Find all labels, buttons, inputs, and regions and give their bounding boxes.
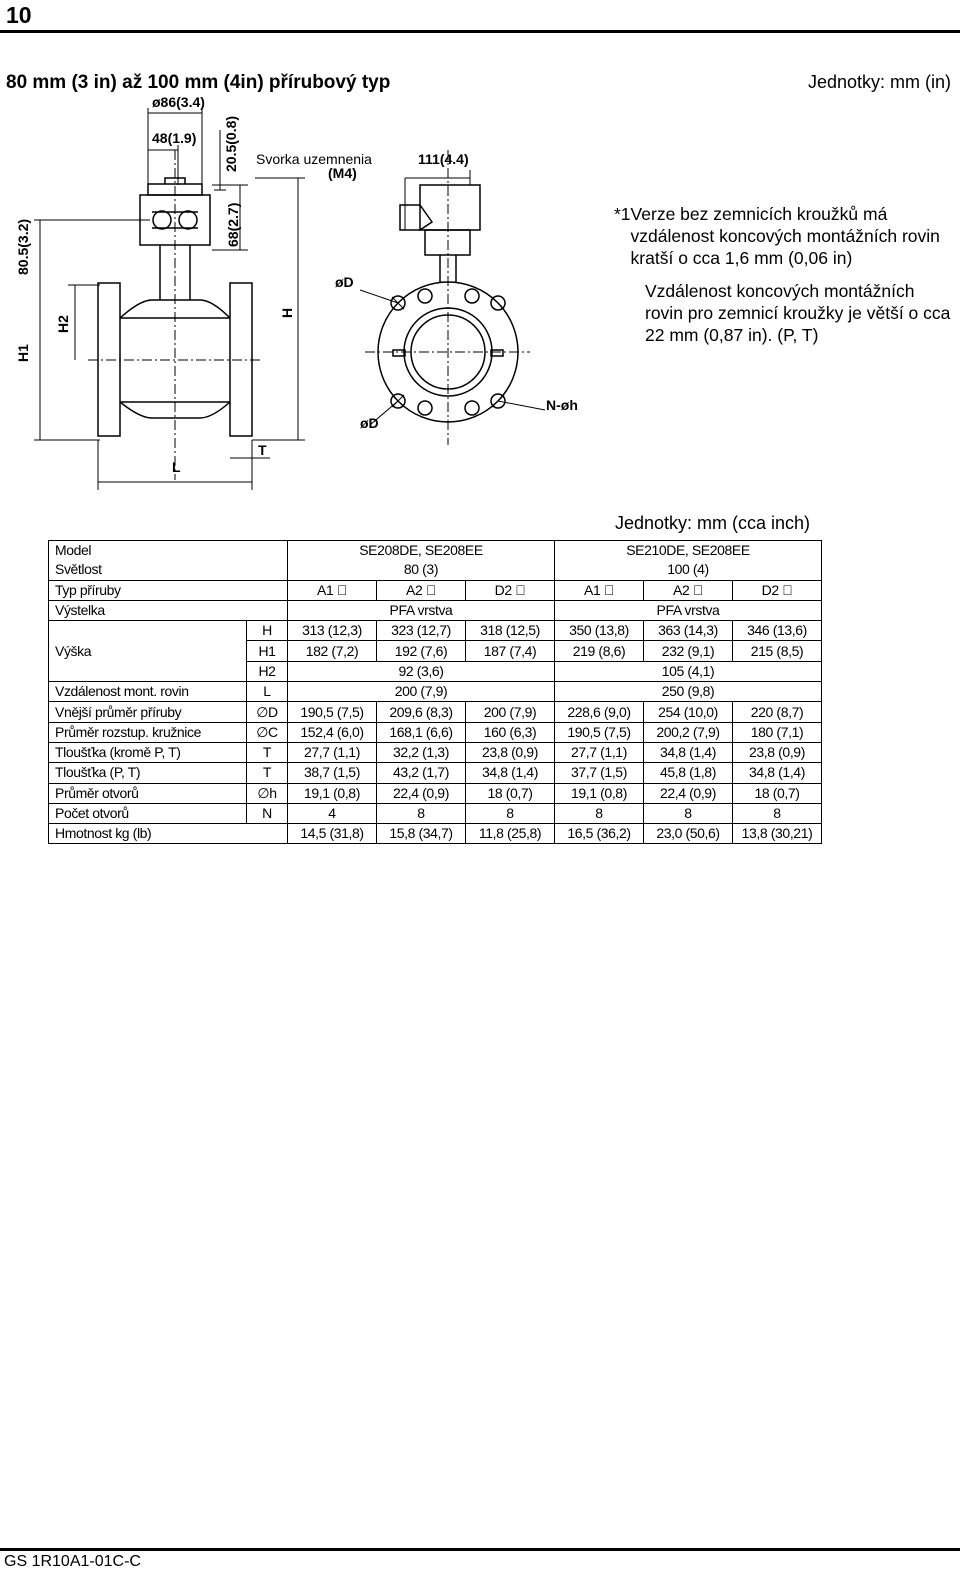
ground-clamp-label: Svorka uzemnenia bbox=[256, 151, 372, 167]
sym-t: T bbox=[247, 763, 288, 783]
cell: 16,5 (36,2) bbox=[555, 824, 644, 844]
note-line-2: Vzdálenost koncových montážních rovin pro zemnicí kroužky je větší o cca 22 mm (0,87 in). (P, T) bbox=[645, 281, 951, 345]
cell: 313 (12,3) bbox=[288, 621, 377, 641]
sym-h1: H1 bbox=[247, 641, 288, 661]
cell: 105 (4,1) bbox=[555, 661, 822, 681]
flange-type: A2 bbox=[377, 580, 466, 600]
row-label: Tloušťka (kromě P, T) bbox=[49, 742, 247, 762]
flange-type: D2 bbox=[733, 580, 822, 600]
cell: 215 (8,5) bbox=[733, 641, 822, 661]
cell: 15,8 (34,7) bbox=[377, 824, 466, 844]
cell: 32,2 (1,3) bbox=[377, 742, 466, 762]
sym-h2: H2 bbox=[247, 661, 288, 681]
table-row bbox=[49, 783, 822, 803]
cell: 192 (7,6) bbox=[377, 641, 466, 661]
cell: 8 bbox=[555, 803, 644, 823]
dim-111: 111(4.4) bbox=[418, 151, 469, 167]
cell: 200 (7,9) bbox=[466, 702, 555, 722]
label-l: L bbox=[172, 459, 181, 475]
sym-d: ∅D bbox=[247, 702, 288, 722]
cell: 27,7 (1,1) bbox=[555, 742, 644, 762]
ground-clamp-size: (M4) bbox=[328, 165, 357, 181]
row-label: Hmotnost kg (lb) bbox=[49, 824, 288, 844]
cell: 8 bbox=[466, 803, 555, 823]
cell: 187 (7,4) bbox=[466, 641, 555, 661]
table-row bbox=[49, 682, 822, 702]
cell: 254 (10,0) bbox=[644, 702, 733, 722]
cell: 168,1 (6,6) bbox=[377, 722, 466, 742]
cell: 363 (14,3) bbox=[644, 621, 733, 641]
note-line-1: Verze bez zemnicích kroužků má vzdálenost koncových montážních rovin kratší o cca 1,6 mm (0,06 in) bbox=[630, 204, 940, 268]
cell: 228,6 (9,0) bbox=[555, 702, 644, 722]
bore-100: 100 (4) bbox=[555, 560, 822, 580]
cell: 22,4 (0,9) bbox=[644, 783, 733, 803]
document-id: GS 1R10A1-01C-C bbox=[4, 1553, 141, 1570]
cell: 8 bbox=[733, 803, 822, 823]
lining-80: PFA vrstva bbox=[288, 600, 555, 620]
model-label: Model bbox=[49, 541, 288, 561]
sym-h-hole: ∅h bbox=[247, 783, 288, 803]
table-row bbox=[49, 803, 822, 823]
cell: 34,8 (1,4) bbox=[733, 763, 822, 783]
cell: 38,7 (1,5) bbox=[288, 763, 377, 783]
dim-205: 20.5(0.8) bbox=[223, 115, 239, 172]
cell: 350 (13,8) bbox=[555, 621, 644, 641]
row-label: Tloušťka (P, T) bbox=[49, 763, 247, 783]
sym-c: ∅C bbox=[247, 722, 288, 742]
cell: 34,8 (1,4) bbox=[644, 742, 733, 762]
row-label: Vnější průměr příruby bbox=[49, 702, 247, 722]
height-label: Výška bbox=[49, 621, 247, 682]
cell: 45,8 (1,8) bbox=[644, 763, 733, 783]
table-row bbox=[49, 824, 822, 844]
page-number: 10 bbox=[6, 2, 32, 28]
row-label: Průměr otvorů bbox=[49, 783, 247, 803]
cell: 22,4 (0,9) bbox=[377, 783, 466, 803]
label-h2: H2 bbox=[55, 315, 71, 333]
cell: 219 (8,6) bbox=[555, 641, 644, 661]
model-80: SE208DE, SE208EE bbox=[288, 541, 555, 561]
cell: 19,1 (0,8) bbox=[555, 783, 644, 803]
units-table: Jednotky: mm (cca inch) bbox=[615, 513, 811, 533]
cell: 200 (7,9) bbox=[288, 682, 555, 702]
flange-label: Typ příruby bbox=[49, 580, 288, 600]
cell: 13,8 (30,21) bbox=[733, 824, 822, 844]
row-label: Vzdálenost mont. rovin bbox=[49, 682, 247, 702]
table-row bbox=[49, 722, 822, 742]
cell: 209,6 (8,3) bbox=[377, 702, 466, 722]
cell: 23,0 (50,6) bbox=[644, 824, 733, 844]
sym-n: N bbox=[247, 803, 288, 823]
row-label: Průměr rozstup. kružnice bbox=[49, 722, 247, 742]
dim-d86: ø86(3.4) bbox=[152, 95, 205, 110]
cell: 160 (6,3) bbox=[466, 722, 555, 742]
cell: 92 (3,6) bbox=[288, 661, 555, 681]
flange-type: A1 bbox=[555, 580, 644, 600]
bottom-rule bbox=[0, 1548, 960, 1551]
cell: 152,4 (6,0) bbox=[288, 722, 377, 742]
cell: 11,8 (25,8) bbox=[466, 824, 555, 844]
dim-68: 68(2.7) bbox=[225, 202, 241, 247]
cell: 19,1 (0,8) bbox=[288, 783, 377, 803]
cell: 323 (12,7) bbox=[377, 621, 466, 641]
sym-l: L bbox=[247, 682, 288, 702]
flange-type: D2 bbox=[466, 580, 555, 600]
note bbox=[614, 203, 954, 346]
cell: 346 (13,6) bbox=[733, 621, 822, 641]
dimension-drawing bbox=[0, 95, 610, 490]
table-row bbox=[49, 702, 822, 722]
dim-48: 48(1.9) bbox=[152, 130, 197, 146]
section-title: 80 mm (3 in) až 100 mm (4in) přírubový typ bbox=[6, 72, 391, 93]
cell: 200,2 (7,9) bbox=[644, 722, 733, 742]
cell: 4 bbox=[288, 803, 377, 823]
cell: 23,8 (0,9) bbox=[733, 742, 822, 762]
label-h: H bbox=[279, 307, 295, 318]
cell: 220 (8,7) bbox=[733, 702, 822, 722]
flange-type: A2 bbox=[644, 580, 733, 600]
bore-80: 80 (3) bbox=[288, 560, 555, 580]
cell: 190,5 (7,5) bbox=[555, 722, 644, 742]
cell: 23,8 (0,9) bbox=[466, 742, 555, 762]
table-row bbox=[49, 560, 822, 580]
label-h1: H1 bbox=[15, 344, 31, 362]
dim-805: 80.5(3.2) bbox=[15, 218, 31, 275]
label-n-h: N-øh bbox=[546, 397, 578, 413]
cell: 14,5 (31,8) bbox=[288, 824, 377, 844]
flange-type: A1 bbox=[288, 580, 377, 600]
cell: 18 (0,7) bbox=[733, 783, 822, 803]
row-label: Počet otvorů bbox=[49, 803, 247, 823]
table-row bbox=[49, 621, 822, 641]
cell: 318 (12,5) bbox=[466, 621, 555, 641]
cell: 8 bbox=[644, 803, 733, 823]
table-row bbox=[49, 763, 822, 783]
lining-label: Výstelka bbox=[49, 600, 288, 620]
label-phid-top: øD bbox=[335, 274, 354, 290]
table-row bbox=[49, 600, 822, 620]
cell: 18 (0,7) bbox=[466, 783, 555, 803]
cell: 190,5 (7,5) bbox=[288, 702, 377, 722]
label-t: T bbox=[258, 442, 267, 458]
cell: 182 (7,2) bbox=[288, 641, 377, 661]
cell: 250 (9,8) bbox=[555, 682, 822, 702]
cell: 27,7 (1,1) bbox=[288, 742, 377, 762]
cell: 34,8 (1,4) bbox=[466, 763, 555, 783]
note-mark: *1 bbox=[614, 204, 631, 224]
top-rule bbox=[0, 30, 960, 33]
cell: 8 bbox=[377, 803, 466, 823]
table-row bbox=[49, 541, 822, 561]
sym-t: T bbox=[247, 742, 288, 762]
sym-h: H bbox=[247, 621, 288, 641]
table-row bbox=[49, 742, 822, 762]
table-row bbox=[49, 580, 822, 600]
model-100: SE210DE, SE208EE bbox=[555, 541, 822, 561]
bore-label: Světlost bbox=[49, 560, 288, 580]
lining-100: PFA vrstva bbox=[555, 600, 822, 620]
cell: 37,7 (1,5) bbox=[555, 763, 644, 783]
units-top: Jednotky: mm (in) bbox=[807, 72, 951, 92]
cell: 232 (9,1) bbox=[644, 641, 733, 661]
label-phid-bottom: øD bbox=[360, 415, 379, 431]
spec-table bbox=[48, 540, 822, 844]
cell: 180 (7,1) bbox=[733, 722, 822, 742]
cell: 43,2 (1,7) bbox=[377, 763, 466, 783]
